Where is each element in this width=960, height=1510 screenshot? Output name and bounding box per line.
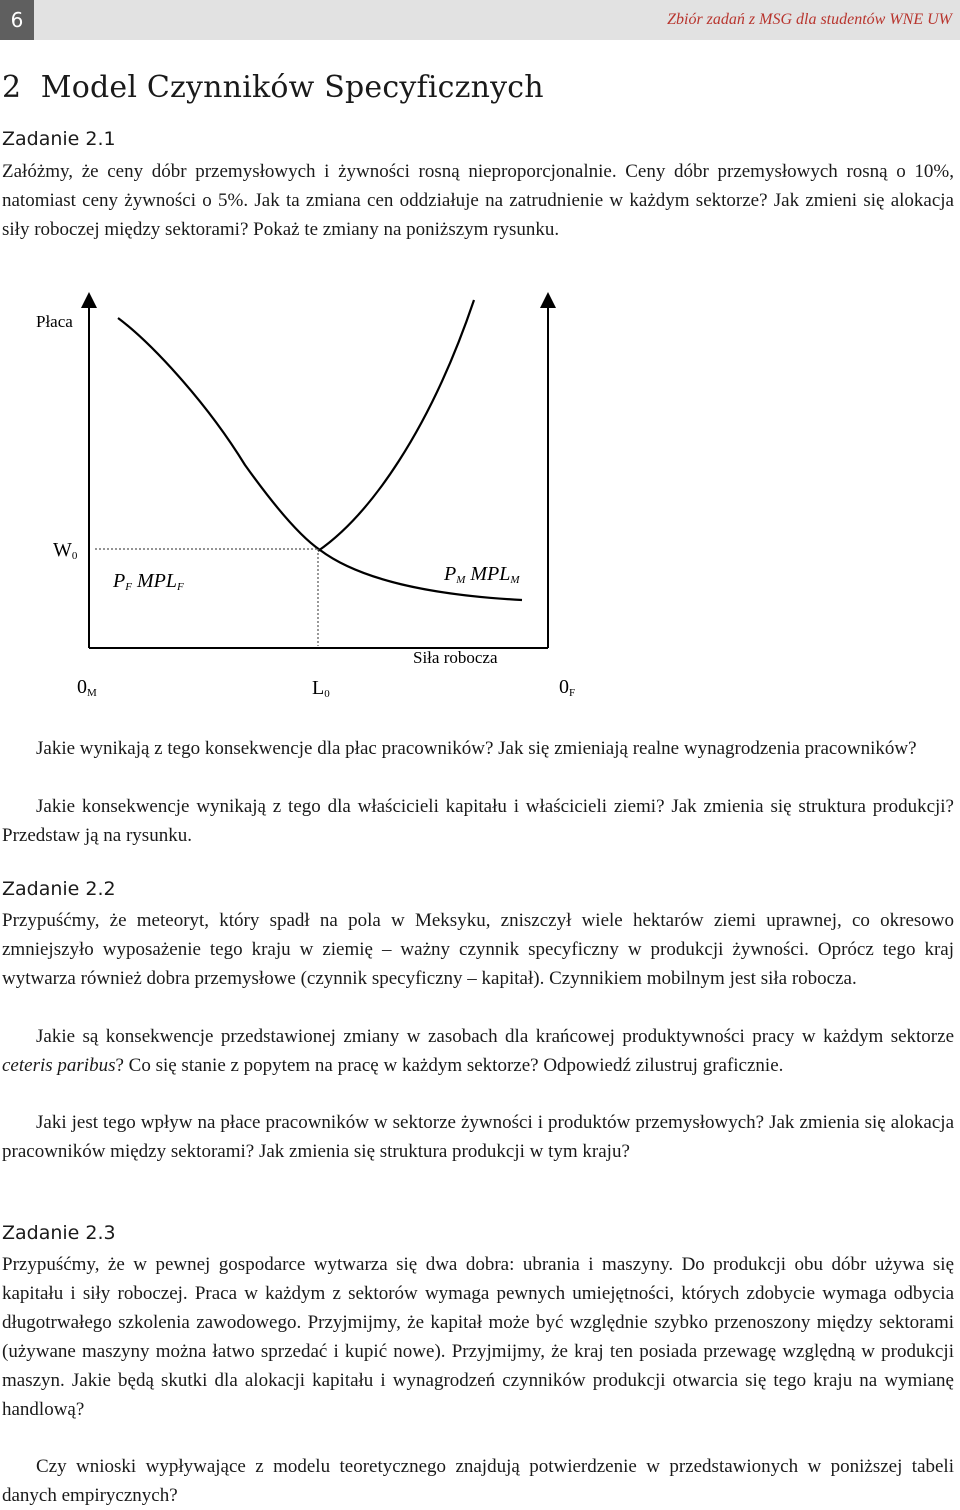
task-2-2-paragraph-3: Jaki jest tego wpływ na płace pracowników w sektorze żywności i produktów przemysłowych? Jak zmienia się alokacja pracowników między sektorami? Jak zmienia się struktura produkcji w tym kraju?	[2, 1112, 954, 1162]
task-2-1-question-1: Jakie wynikają z tego konsekwencje dla płac pracowników? Jak się zmieniają realne wynagrodzenia pracowników?	[36, 738, 917, 759]
wage-label: W0	[53, 539, 78, 562]
curve-rising-visual	[318, 300, 474, 551]
x-axis-label: Siła robocza	[413, 648, 498, 667]
page-header	[0, 0, 960, 40]
task-2-3-paragraph-2: Czy wnioski wypływające z modelu teoretycznego znajdują potwierdzenie w przedstawionych w poniższej tabeli danych empirycznych?	[2, 1456, 954, 1506]
ceteris-paribus: ceteris paribus	[2, 1055, 116, 1076]
task-2-1-question-2: Jakie konsekwencje wynikają z tego dla właścicieli kapitału i właścicieli ziemi? Jak zmienia się struktura produkcji? Przedstaw ją na rysunku.	[2, 796, 954, 846]
running-title: Zbiór zadań z MSG dla studentów WNE UW	[667, 11, 952, 28]
y-axis-label: Płaca	[36, 312, 73, 331]
section-number: 2	[2, 70, 22, 105]
task-2-2-paragraph-1: Przypuśćmy, że meteoryt, który spadł na pola w Meksyku, zniszczył wiele hektarów ziemi uprawnej, co okresowo zmniejszyło wyposażenie tego kraju w ziemię – ważny czynnik specyficzny w produkcji żywności. Oprócz tego kraj wytwarza również dobra przemysłowe (czynnik specyficzny – kapitał). Czynnikiem mobilnym jest siła robocza.	[2, 910, 954, 989]
curve-label-pf-mplf: PF MPLF	[113, 570, 184, 593]
task-heading-2-1: Zadanie 2.1	[2, 128, 116, 150]
origin-m-label: 0M	[77, 676, 97, 699]
labor-l0-label: L0	[312, 677, 330, 700]
task-2-2-paragraph-2: Jakie są konsekwencje przedstawionej zmiany w zasobach dla krańcowej produktywności pracy w każdym sektorze ceteris paribus? Co się stanie z popytem na pracę w każdym sektorze? Odpowiedź zilustruj graficznie.	[2, 1026, 954, 1076]
section-title	[2, 70, 544, 105]
curve-pm-mplm-visual	[118, 318, 522, 600]
task-heading-2-3: Zadanie 2.3	[2, 1222, 116, 1244]
specific-factors-diagram	[0, 290, 960, 710]
origin-f-label: 0F	[559, 676, 576, 699]
task-2-3-paragraph-1: Przypuśćmy, że w pewnej gospodarce wytwarza się dwa dobra: ubrania i maszyny. Do produkcji obu dóbr używa się kapitału i siły roboczej. Praca w każdym z sektorów wymaga pewnych umiejętności, których zdobycie wymaga odbycia długotrwałego szkolenia zawodowego. Przyjmijmy, że kapitał może być względnie szybko przenoszony między sektorami (używane maszyny można łatwo sprzedać i kupić nowe). Przyjmijmy, że kraj ten posiada przewagę względną w produkcji maszyn. Jakie będą skutki dla alokacji kapitału i wynagrodzeń czynników produkcji otwarcia się tego kraju na wymianę handlową?	[2, 1254, 954, 1420]
page-number: 6	[0, 0, 34, 40]
curve-pf-mplf	[118, 320, 360, 670]
task-heading-2-2: Zadanie 2.2	[2, 878, 116, 900]
task-2-1-intro: Załóżmy, że ceny dóbr przemysłowych i żywności rosną nieproporcjonalnie. Ceny dóbr przemysłowych rosną o 10%, natomiast ceny żywności o 5%. Jak ta zmiana cen oddziałuje na zatrudnienie w każdym sektorze? Jak zmieni się alokacja siły roboczej między sektorami? Pokaż te zmiany na poniższym rysunku.	[2, 161, 954, 240]
curve-label-pm-mplm: PM MPLM	[444, 563, 520, 586]
section-title-text: Model Czynników Specyficznych	[40, 70, 544, 105]
